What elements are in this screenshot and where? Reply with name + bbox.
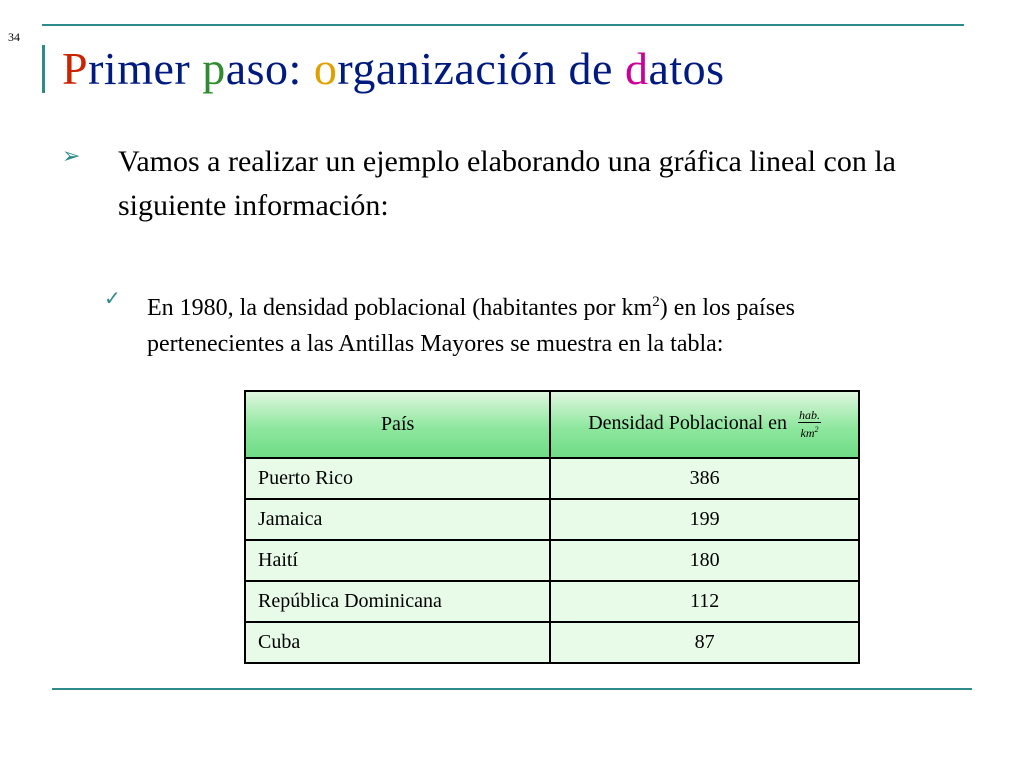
unit-denominator-base: km	[800, 426, 815, 440]
arrow-bullet-icon: ➢	[62, 143, 81, 168]
unit-fraction	[798, 409, 821, 440]
header-density	[550, 391, 859, 458]
country-cell: Haití	[245, 540, 550, 581]
title-segment: aso:	[225, 43, 314, 94]
country-cell: Cuba	[245, 622, 550, 663]
page-number: 34	[8, 30, 20, 44]
table-row	[245, 622, 859, 663]
title-segment: d	[624, 43, 649, 94]
title-segment: o	[313, 43, 338, 94]
unit-denominator-exponent: 2	[814, 425, 819, 434]
title-segment: rimer	[88, 43, 203, 94]
header-country: País	[245, 391, 550, 458]
table-row	[245, 581, 859, 622]
density-cell: 112	[550, 581, 859, 622]
sub-bullet-text-before: En 1980, la densidad poblacional (habitantes por km	[147, 295, 653, 321]
left-rule	[42, 45, 45, 93]
sub-bullet-text-after: ) en los países pertenecientes a las Antillas Mayores se muestra en la tabla:	[147, 295, 796, 357]
bottom-rule	[52, 688, 972, 690]
header-density-label: Densidad Poblacional en	[588, 412, 788, 435]
country-cell: Jamaica	[245, 499, 550, 540]
unit-denominator	[798, 423, 821, 440]
checkmark-icon: ✓	[104, 288, 121, 310]
country-cell: República Dominicana	[245, 581, 550, 622]
sub-bullet	[104, 284, 924, 362]
table-row	[245, 540, 859, 581]
main-bullet	[62, 140, 942, 228]
density-cell: 199	[550, 499, 859, 540]
density-table	[244, 390, 860, 664]
top-rule	[42, 24, 964, 26]
table-row	[245, 458, 859, 499]
country-cell: Puerto Rico	[245, 458, 550, 499]
sub-bullet-superscript: 2	[652, 294, 660, 310]
main-bullet-text: Vamos a realizar un ejemplo elaborando una gráfica lineal con la siguiente información:	[118, 145, 896, 222]
table-header-row	[245, 391, 859, 458]
slide-title	[62, 43, 725, 94]
title-segment: rganización de	[337, 43, 625, 94]
unit-numerator: hab.	[799, 408, 821, 422]
sub-bullet-text	[147, 284, 924, 362]
density-cell: 386	[550, 458, 859, 499]
density-cell: 180	[550, 540, 859, 581]
title-segment: p	[202, 43, 226, 94]
table-row	[245, 499, 859, 540]
density-cell: 87	[550, 622, 859, 663]
title-segment: P	[62, 43, 89, 94]
title-segment: atos	[648, 43, 725, 94]
